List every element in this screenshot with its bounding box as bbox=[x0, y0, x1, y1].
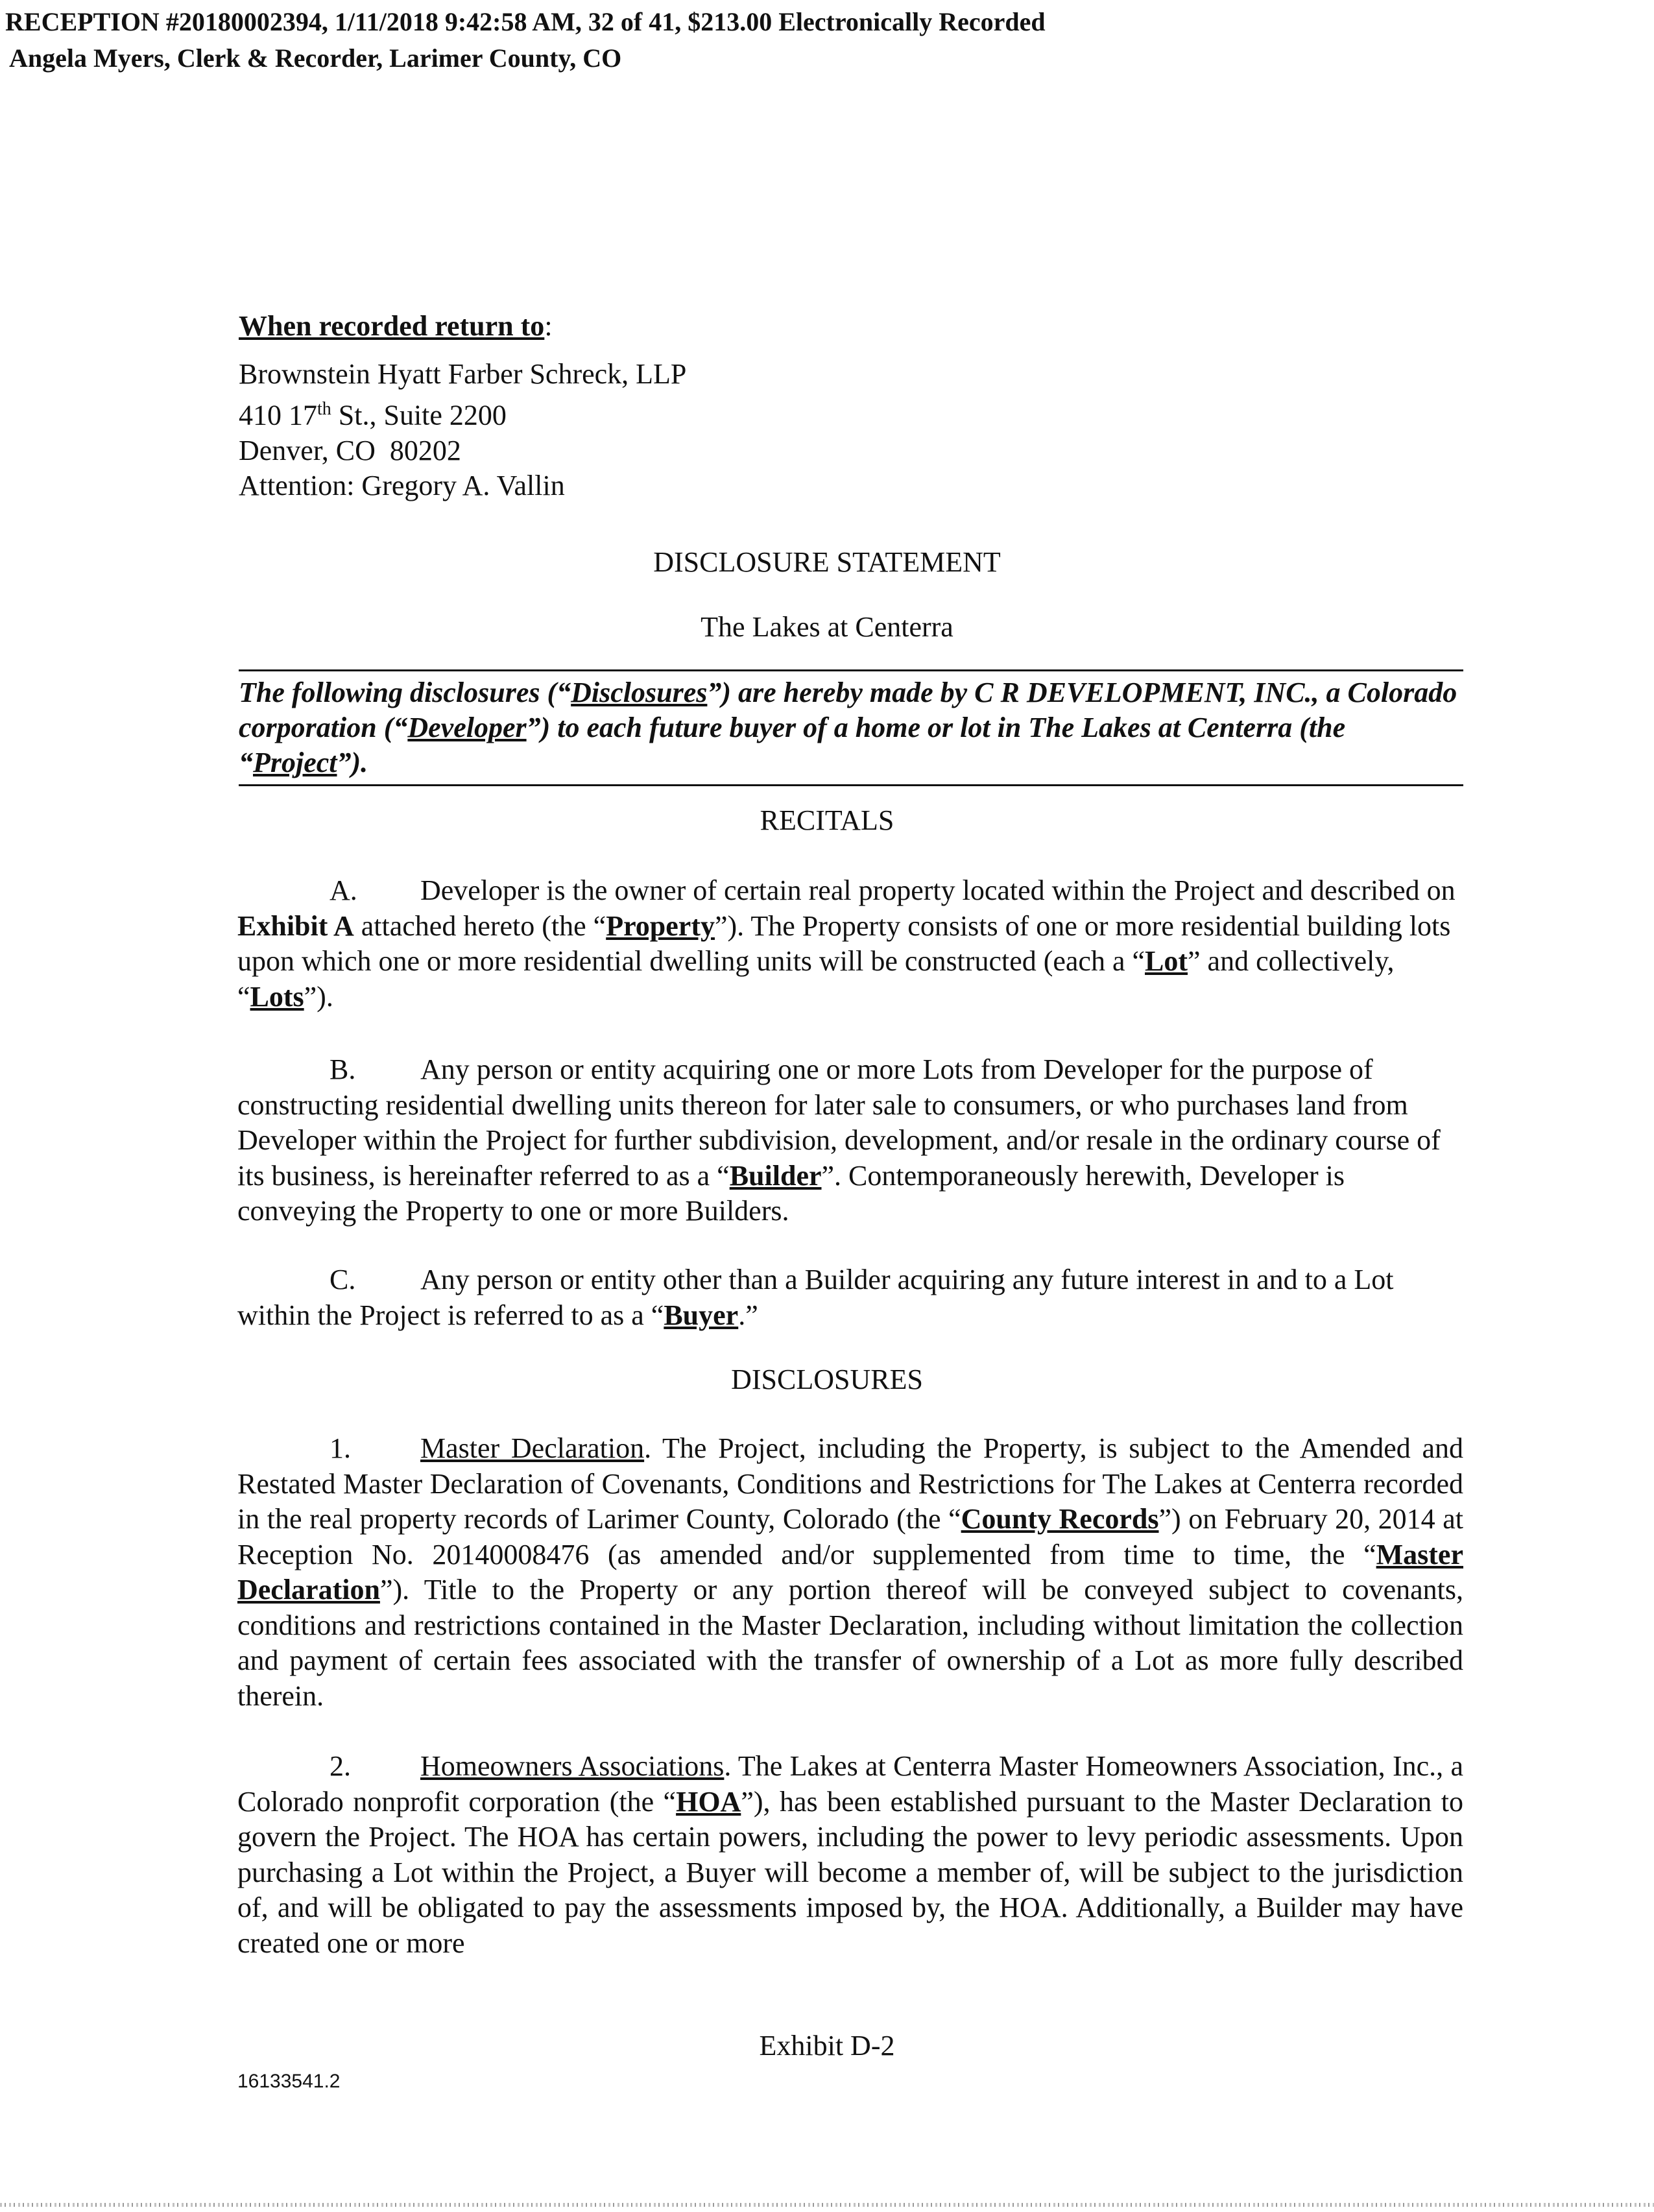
recital-b bbox=[237, 1052, 1463, 1229]
item-2-text-1: . The Lakes at Centerra Master Homeowners Association, Inc., a Colorado nonprofit corporation (the “ bbox=[237, 1750, 1464, 1818]
intro-text-2: ”) are hereby made by C R DEVELOPMENT, INC., a Colorado corporation (“ bbox=[239, 677, 1457, 743]
recital-a-text-3: ”). The Property consists of one or more residential building lots upon which one or more residential dwelling units will be constructed (each a “ bbox=[237, 909, 1451, 977]
return-firm: Brownstein Hyatt Farber Schreck, LLP bbox=[239, 358, 687, 390]
return-title: When recorded return to bbox=[239, 310, 545, 342]
item-1-text-3: ”). Title to the Property or any portion thereof will be conveyed subject to covenants, conditions and restrictions contained in the Master Declaration, including without limitation the collection and payment of certain fees associated with the transfer of ownership of a Lot as more fully described therein. bbox=[237, 1574, 1463, 1712]
item-1-label: 1. bbox=[330, 1432, 351, 1464]
document-number: 16133541.2 bbox=[237, 2071, 341, 2092]
recital-c-label: C. bbox=[330, 1264, 356, 1295]
recital-a-text-2: attached hereto (the “ bbox=[354, 909, 606, 942]
intro-term-disclosures: Disclosures bbox=[571, 677, 708, 708]
recital-a-text-1: Developer is the owner of certain real property located within the Project and described on bbox=[420, 874, 1456, 906]
intro-text-1: The following disclosures (“ bbox=[239, 677, 571, 708]
return-address-block bbox=[239, 309, 686, 503]
intro-term-developer: Developer bbox=[407, 712, 527, 743]
term-builder: Builder bbox=[729, 1159, 822, 1192]
recital-a bbox=[237, 873, 1463, 1015]
item-2-heading: Homeowners Associations bbox=[420, 1750, 725, 1782]
intro-text-4: ”). bbox=[337, 747, 368, 778]
item-2-label: 2. bbox=[330, 1750, 351, 1782]
exhibit-footer: Exhibit D-2 bbox=[759, 2030, 895, 2062]
document-subtitle: The Lakes at Centerra bbox=[701, 611, 953, 643]
item-1-text-1: . The Project, including the Property, is subject to the Amended and Restated Master Declaration of Covenants, Conditions and Restrictions for The Lakes at Centerra recorded in the real property records of Larimer County, Colorado (the “ bbox=[237, 1432, 1463, 1535]
recital-a-text-5: ”). bbox=[304, 980, 333, 1013]
disclosures-heading: DISCLOSURES bbox=[731, 1364, 923, 1395]
intro-text-3: ”) to each future buyer of a home or lot in The Lakes at Centerra (the “ bbox=[239, 712, 1346, 778]
term-buyer: Buyer bbox=[664, 1299, 739, 1331]
recital-b-text-1: Any person or entity acquiring one or more Lots from Developer for the purpose of constructing residential dwelling units thereon for later sale to consumers, or who purchases land from Developer within the Project for further subdivision, development, and/or resale in the ordinary course of its business, is hereinafter referred to as a “ bbox=[237, 1053, 1441, 1192]
recital-c bbox=[237, 1262, 1463, 1333]
document-title: DISCLOSURE STATEMENT bbox=[653, 546, 1001, 578]
address-ordinal-suffix: th bbox=[317, 399, 331, 419]
recital-a-text-4: ” and collectively, “ bbox=[237, 945, 1395, 1013]
recital-a-exhibit: Exhibit A bbox=[237, 909, 354, 942]
address-street-rest: St., Suite 2200 bbox=[331, 399, 507, 431]
disclosure-item-2 bbox=[237, 1749, 1463, 1961]
address-street-number: 410 17 bbox=[239, 399, 317, 431]
return-address-line-1 bbox=[239, 392, 686, 433]
recital-b-label: B. bbox=[330, 1053, 356, 1085]
disclosure-intro-box bbox=[239, 669, 1463, 786]
term-lots: Lots bbox=[250, 980, 304, 1013]
recording-stamp-line-2: Angela Myers, Clerk & Recorder, Larimer County, CO bbox=[9, 43, 622, 73]
intro-term-project: Project bbox=[253, 747, 337, 778]
return-address-line-2: Denver, CO 80202 bbox=[239, 434, 461, 466]
term-hoa: HOA bbox=[676, 1785, 741, 1818]
return-attention: Attention: Gregory A. Vallin bbox=[239, 469, 565, 501]
recording-stamp-line-1: RECEPTION #20180002394, 1/11/2018 9:42:58 AM, 32 of 41, $213.00 Electronically Recorded bbox=[5, 7, 1046, 36]
item-2-text-2: ”), has been established pursuant to the Master Declaration to govern the Project. The HOA has certain powers, including the power to levy periodic assessments. Upon purchasing a Lot within the Project, a Buyer will become a member of, will be subject to the jurisdiction of, and will be obligated to pay the assessments imposed by, the HOA. Additionally, a Builder may have created one or more bbox=[237, 1785, 1463, 1959]
term-lot: Lot bbox=[1145, 945, 1188, 977]
term-master-declaration: Master Declaration bbox=[237, 1538, 1463, 1605]
recitals-heading: RECITALS bbox=[760, 804, 894, 836]
return-address-lines bbox=[239, 357, 686, 503]
item-1-text-2: ”) on February 20, 2014 at Reception No. 20140008476 (as amended and/or supplemented from time to time, the “ bbox=[237, 1503, 1463, 1570]
return-title-colon: : bbox=[544, 310, 553, 342]
term-property: Property bbox=[606, 909, 715, 942]
term-county-records: County Records bbox=[961, 1503, 1159, 1535]
recital-a-label: A. bbox=[330, 874, 357, 906]
scan-artifact-strip bbox=[0, 2203, 1654, 2207]
item-1-heading: Master Declaration bbox=[420, 1432, 645, 1464]
recording-stamp bbox=[5, 4, 1046, 77]
disclosure-item-1 bbox=[237, 1431, 1463, 1714]
return-title-row bbox=[239, 309, 686, 344]
recital-c-text-1: Any person or entity other than a Builder acquiring any future interest in and to a Lot within the Project is referred to as a “ bbox=[237, 1264, 1394, 1331]
recital-c-text-2: .” bbox=[738, 1299, 758, 1331]
recital-b-text-2: ”. Contemporaneously herewith, Developer is conveying the Property to one or more Builders. bbox=[237, 1159, 1345, 1227]
